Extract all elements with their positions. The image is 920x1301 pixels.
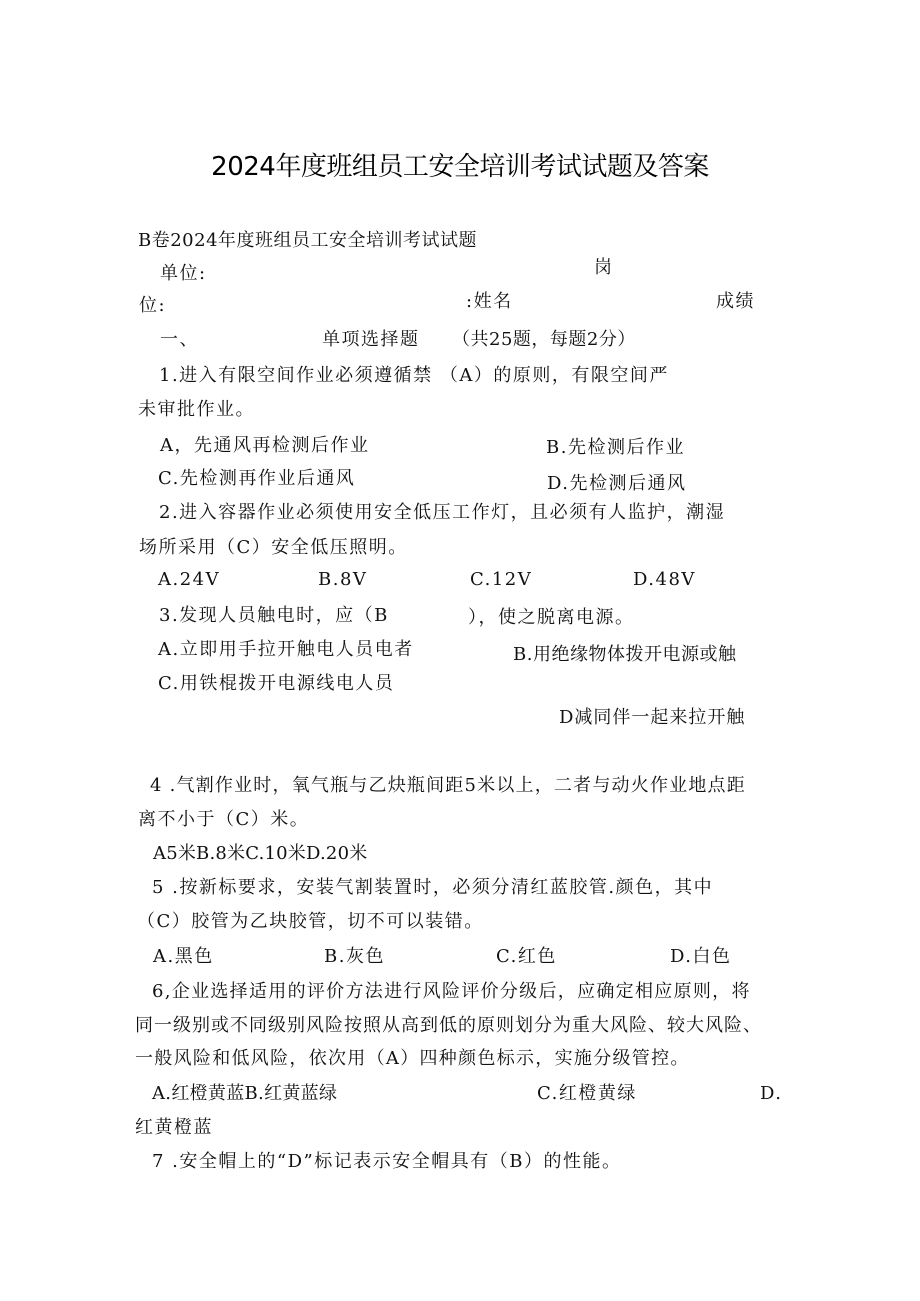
question-6-line-1: 6,企业选择适用的评价方法进行风险评价分级后，应确定相应原则，将 — [152, 981, 751, 1002]
question-5-option-c: C.红色 — [496, 946, 557, 967]
question-3-option-c: C.用铁棍拨开电源线电人员 — [158, 673, 395, 694]
question-4-options: A5米B.8米C.10米D.20米 — [153, 843, 368, 864]
question-6-line-3: 一般风险和低风险，依次用（A）四种颜色标示，实施分级管控。 — [135, 1048, 690, 1069]
question-1-option-c: C.先检测再作业后通风 — [158, 468, 356, 489]
question-2-option-c: C.12V — [470, 569, 533, 590]
question-4-line-2: 离不小于（C）米。 — [138, 809, 310, 830]
question-6-line-2: 同一级别或不同级别风险按照从高到低的原则划分为重大风险、较大风险、 — [135, 1015, 762, 1036]
question-3-option-d: D减同伴一起来拉开触 — [559, 707, 746, 728]
page-title: 2024年度班组员工安全培训考试试题及答案 — [211, 152, 709, 182]
post-label-bottom: 位: — [139, 295, 167, 316]
question-6-option-c: C.红橙黄绿 — [537, 1083, 637, 1104]
question-1-line-2: 未审批作业。 — [138, 399, 255, 420]
question-5-line-1: 5 .按新标要求，安装气割装置时，必须分清红蓝胶管.颜色，其中 — [152, 877, 714, 898]
question-5-line-2: （C）胶管为乙块胶管，切不可以装错。 — [137, 911, 484, 932]
exam-subtitle: B卷2024年度班组员工安全培训考试试题 — [138, 230, 478, 251]
question-2-line-2: 场所采用（C）安全低压照明。 — [139, 537, 408, 558]
question-3-line-1b: ），使之脱离电源。 — [468, 607, 635, 628]
post-label-top: 岗 — [594, 257, 614, 278]
section-title: 单项选择题 — [322, 329, 420, 350]
section-number: 一、 — [160, 329, 199, 350]
name-label: :姓名 — [466, 291, 513, 312]
question-2-option-d: D.48V — [633, 569, 696, 590]
question-3-option-a: A.立即用手拉开触电人员电者 — [158, 639, 414, 660]
question-4-line-1: 4 .气割作业时，氧气瓶与乙炔瓶间距5米以上，二者与动火作业地点距 — [150, 775, 746, 796]
question-7-line-1: 7 .安全帽上的“D”标记表示安全帽具有（B）的性能。 — [152, 1151, 622, 1172]
question-1-option-b: B.先检测后作业 — [546, 437, 685, 458]
question-5-option-d: D.白色 — [670, 946, 732, 967]
question-1-option-d: D.先检测后通风 — [547, 473, 687, 494]
question-1-line-1: 1.进入有限空间作业必须遵循禁 （A）的原则，有限空间严 — [159, 365, 669, 386]
question-5-option-b: B.灰色 — [324, 946, 385, 967]
question-5-option-a: A.黑色 — [153, 946, 214, 967]
question-2-line-1: 2.进入容器作业必须使用安全低压工作灯，且必须有人监护，潮湿 — [159, 502, 726, 523]
question-6-option-d-continued: 红黄橙蓝 — [135, 1117, 213, 1138]
score-label: 成绩 — [716, 291, 755, 312]
section-note: （共25题，每题2分） — [452, 329, 636, 350]
question-2-option-b: B.8V — [318, 569, 368, 590]
question-6-option-d: D. — [760, 1083, 783, 1104]
question-6-options-ab: A.红橙黄蓝B.红黄蓝绿 — [152, 1083, 338, 1104]
question-3-line-1a: 3.发现人员触电时，应（B — [159, 605, 389, 626]
question-3-option-b: B.用绝缘物体拨开电源或触 — [513, 644, 737, 665]
question-2-option-a: A.24V — [158, 569, 221, 590]
question-1-option-a: A，先通风再检测后作业 — [160, 435, 370, 456]
unit-label: 单位: — [160, 263, 207, 284]
